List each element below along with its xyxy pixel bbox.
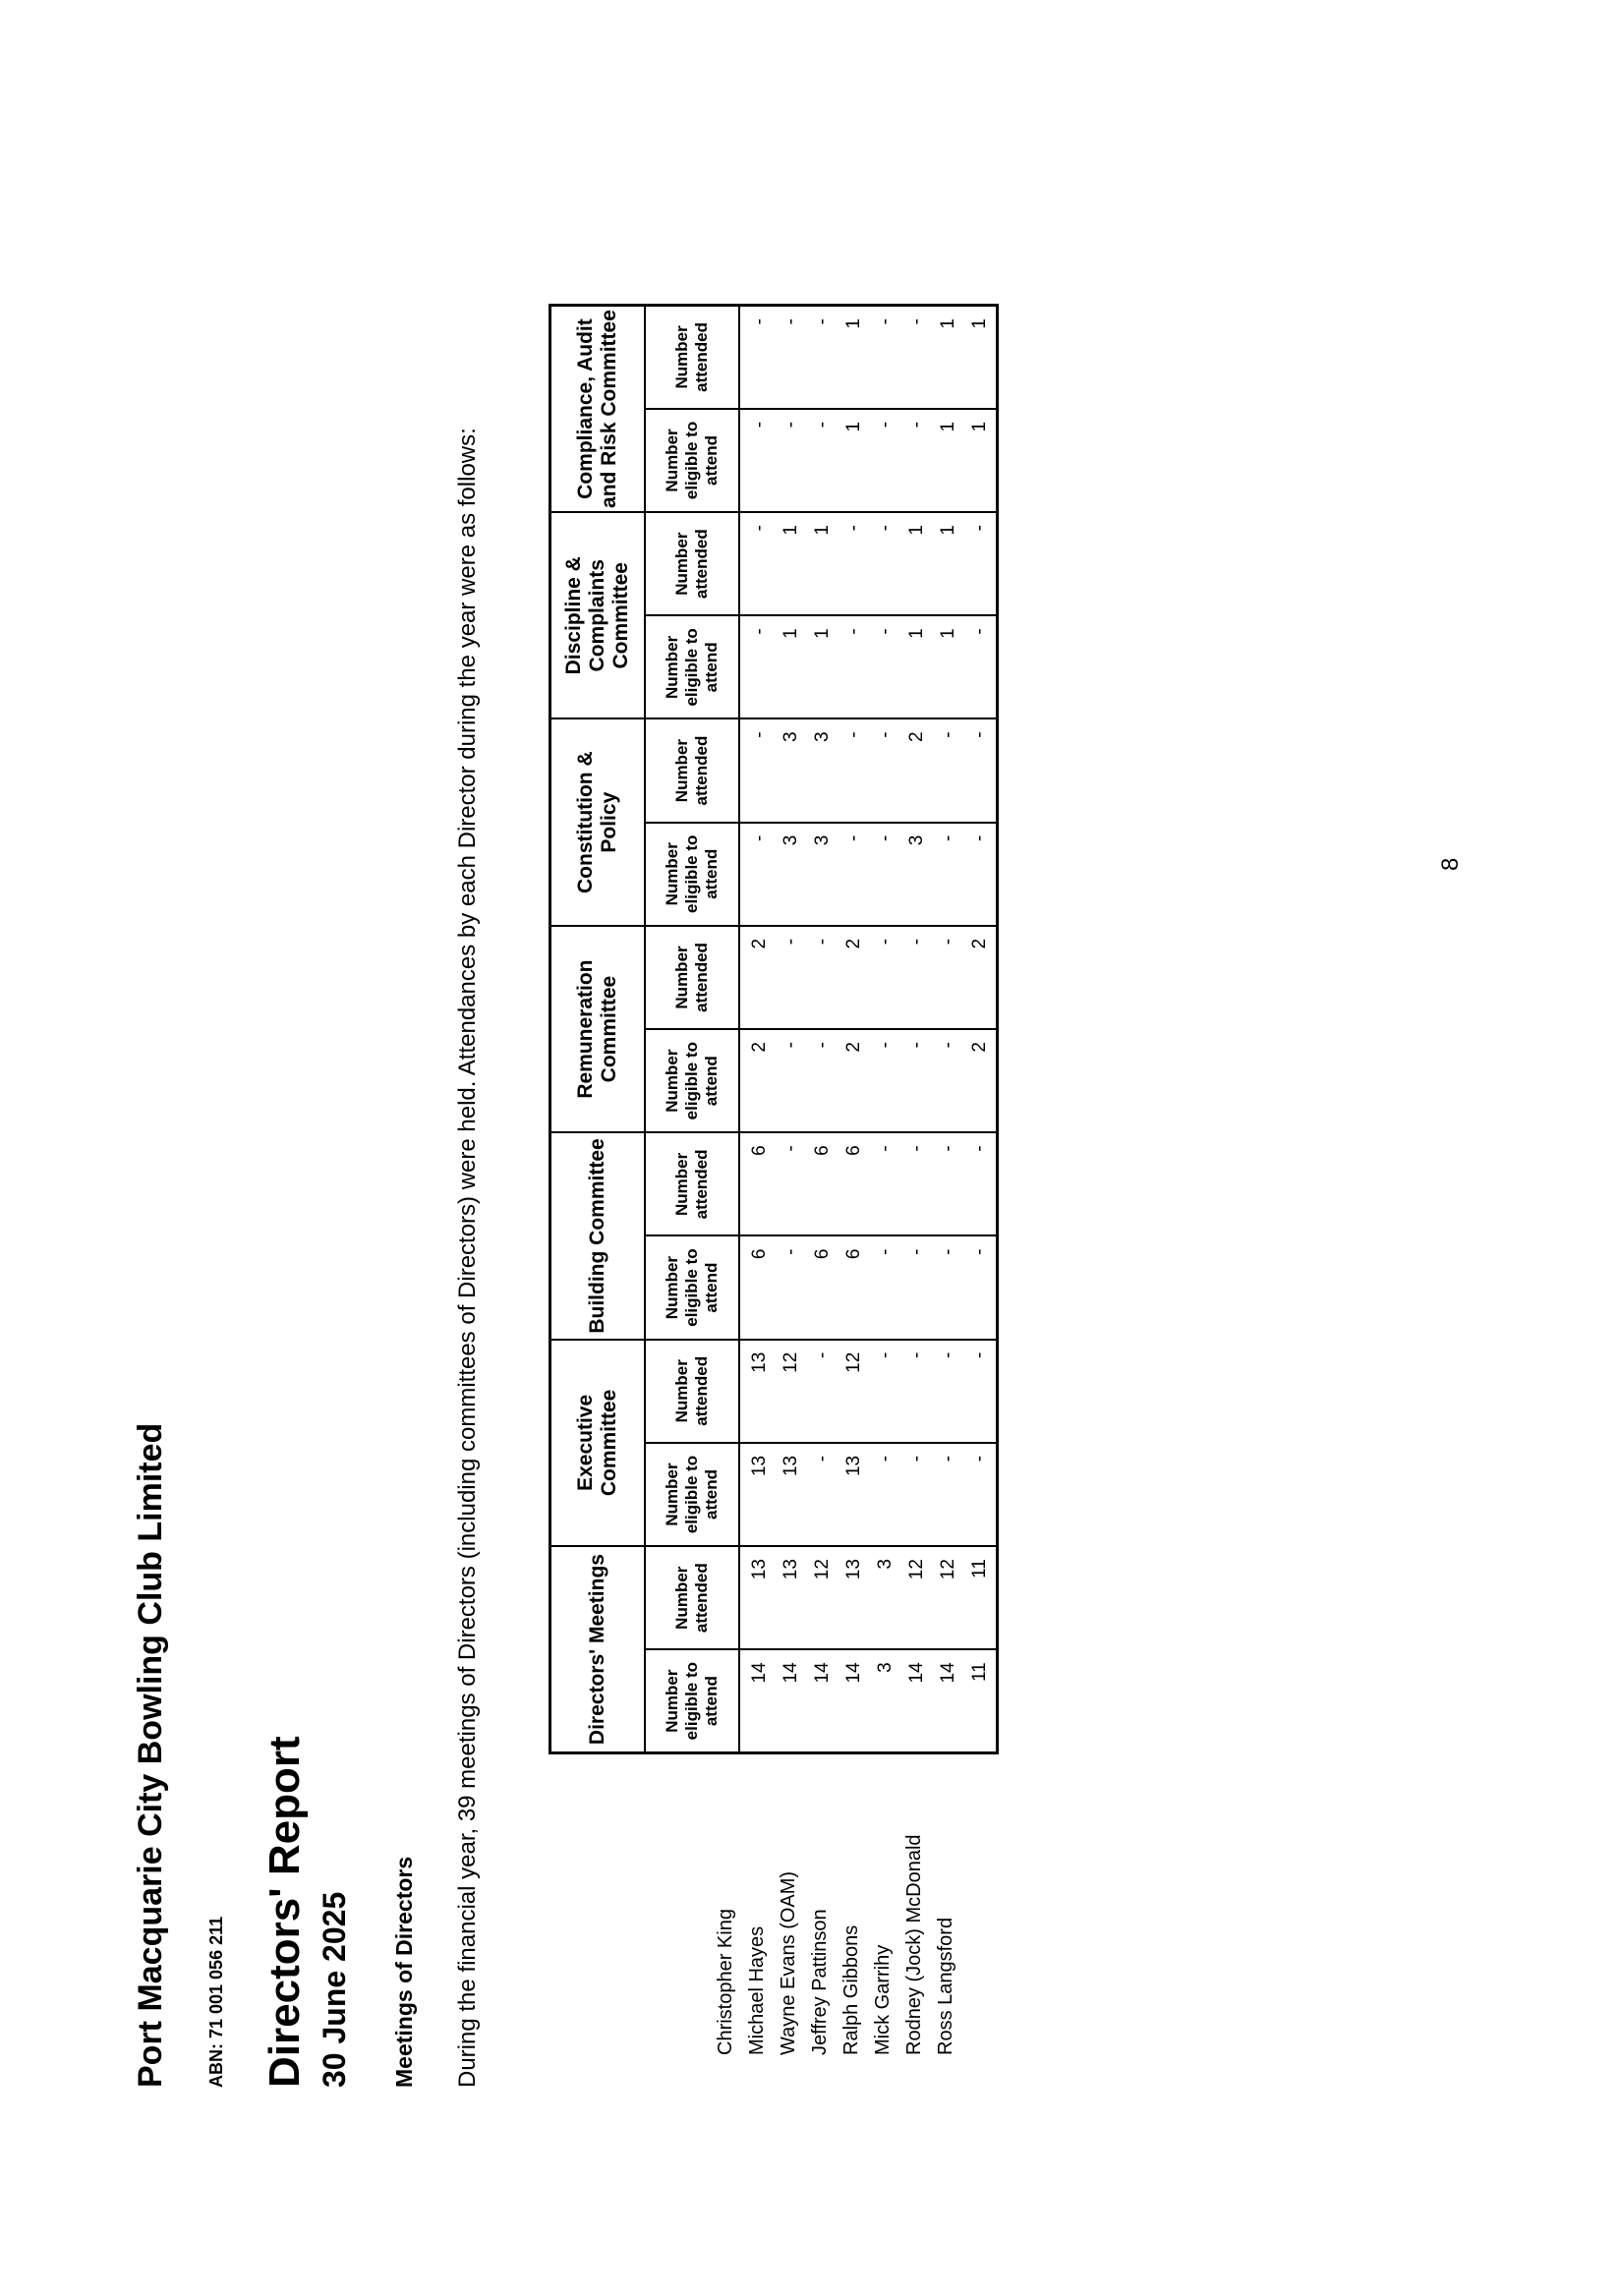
attendance-cell: 6 — [839, 1132, 870, 1235]
attendance-cell: - — [964, 1132, 998, 1235]
eligible-header: Number eligible to attend — [645, 1649, 739, 1752]
attendance-cell: 2 — [839, 926, 870, 1029]
attendance-cell: 12 — [901, 1546, 933, 1649]
attendance-cell: - — [933, 926, 964, 1029]
attendance-cell: 14 — [901, 1649, 933, 1752]
attendance-cell: - — [870, 1132, 901, 1235]
group-header: Compliance, Audit and Risk Committee — [550, 306, 646, 513]
attendance-cell: 3 — [807, 823, 839, 926]
attendance-cell: - — [807, 1340, 839, 1443]
director-name: Ralph Gibbons — [840, 1924, 862, 2055]
director-name: Ross Langsford — [935, 1917, 956, 2055]
attendance-cell: 3 — [776, 718, 807, 822]
table-row — [901, 306, 933, 1753]
attendance-cell: - — [964, 615, 998, 718]
attendance-cell: 14 — [807, 1649, 839, 1752]
section-heading: Meetings of Directors — [391, 1856, 417, 2088]
attendance-cell: - — [901, 1029, 933, 1132]
attendance-cell: - — [870, 1029, 901, 1132]
attended-header: Number attended — [645, 926, 739, 1029]
attendance-cell: 13 — [839, 1443, 870, 1546]
attendance-cell: - — [901, 409, 933, 512]
attendance-cell: 3 — [807, 718, 839, 822]
attended-header: Number attended — [645, 1132, 739, 1235]
table-row — [776, 306, 807, 1753]
attendance-cell: - — [870, 823, 901, 926]
eligible-header: Number eligible to attend — [645, 823, 739, 926]
group-header: Directors' Meetings — [550, 1546, 646, 1752]
attendance-cell: - — [870, 409, 901, 512]
attendance-cell: 2 — [739, 926, 776, 1029]
attendance-cell: - — [807, 1443, 839, 1546]
attendance-cell: 2 — [964, 1029, 998, 1132]
attendance-cell: 1 — [807, 512, 839, 615]
group-header: Building Committee — [550, 1132, 646, 1339]
attendance-cell: 1 — [933, 615, 964, 718]
attendance-cell: 13 — [739, 1340, 776, 1443]
director-name: Jeffrey Pattinson — [809, 1909, 831, 2055]
attendance-cell: 13 — [776, 1546, 807, 1649]
group-header: Constitution & Policy — [550, 718, 646, 925]
report-date: 30 June 2025 — [317, 1891, 352, 2088]
attended-header: Number attended — [645, 1546, 739, 1649]
attendance-cell: - — [870, 615, 901, 718]
abn-number: ABN: 71 001 056 211 — [206, 1916, 226, 2088]
attendance-cell: - — [776, 409, 807, 512]
group-header: Remuneration Committee — [550, 926, 646, 1132]
attendance-cell: - — [964, 1235, 998, 1339]
attendance-cell: 1 — [964, 306, 998, 409]
sub-header-row — [645, 306, 739, 1753]
attendance-cell: 13 — [776, 1443, 807, 1546]
attendance-cell: - — [933, 1132, 964, 1235]
attendance-cell: - — [739, 409, 776, 512]
director-name: Christopher King — [715, 1909, 736, 2055]
attendance-cell: - — [933, 823, 964, 926]
company-name: Port Macquarie City Bowling Club Limited — [132, 1422, 169, 2088]
attendance-cell: - — [776, 1029, 807, 1132]
attendance-cell: 1 — [933, 512, 964, 615]
attendance-cell: - — [901, 1340, 933, 1443]
attendance-cell: - — [933, 1029, 964, 1132]
attendance-cell: 2 — [964, 926, 998, 1029]
director-name: Mick Garrihy — [872, 1944, 894, 2055]
attendance-cell: - — [901, 1132, 933, 1235]
attendance-cell: - — [807, 409, 839, 512]
attendance-cell: 12 — [807, 1546, 839, 1649]
attendance-cell: - — [933, 1340, 964, 1443]
attendance-cell: - — [807, 1029, 839, 1132]
attendance-cell: 1 — [807, 615, 839, 718]
attendance-cell: 3 — [870, 1649, 901, 1752]
attendance-cell: - — [933, 1235, 964, 1339]
attendance-cell: 14 — [739, 1649, 776, 1752]
attendance-cell: - — [839, 615, 870, 718]
eligible-header: Number eligible to attend — [645, 615, 739, 718]
attendance-cell: - — [901, 1443, 933, 1546]
attendance-cell: 2 — [739, 1029, 776, 1132]
report-title: Directors' Report — [260, 1736, 309, 2088]
attendance-cell: 11 — [964, 1649, 998, 1752]
attendance-cell: - — [964, 1340, 998, 1443]
attendance-cell: - — [839, 823, 870, 926]
director-name: Rodney (Jock) McDonald — [903, 1834, 925, 2055]
attendance-table — [549, 304, 999, 1754]
table-row — [870, 306, 901, 1753]
attendance-cell: 11 — [964, 1546, 998, 1649]
attendance-cell: - — [739, 512, 776, 615]
attendance-cell: 3 — [776, 823, 807, 926]
table-row — [933, 306, 964, 1753]
attendance-cell: 1 — [933, 409, 964, 512]
attendance-cell: 14 — [933, 1649, 964, 1752]
eligible-header: Number eligible to attend — [645, 1029, 739, 1132]
attendance-cell: 14 — [776, 1649, 807, 1752]
eligible-header: Number eligible to attend — [645, 409, 739, 512]
attendance-cell: - — [964, 512, 998, 615]
attendance-cell: 6 — [839, 1235, 870, 1339]
attendance-cell: 1 — [776, 512, 807, 615]
attendance-cell: - — [870, 306, 901, 409]
table-row — [807, 306, 839, 1753]
attended-header: Number attended — [645, 306, 739, 409]
table-row — [739, 306, 776, 1753]
attendance-cell: - — [807, 306, 839, 409]
attendance-cell: - — [870, 512, 901, 615]
attendance-cell: 6 — [807, 1235, 839, 1339]
attended-header: Number attended — [645, 512, 739, 615]
attended-header: Number attended — [645, 718, 739, 822]
attendance-cell: - — [739, 615, 776, 718]
intro-paragraph: During the financial year, 39 meetings of Directors (including committees of Directors) were held. Attendances by each Director during the year were as follows: — [454, 428, 481, 2088]
attendance-cell: - — [870, 1235, 901, 1339]
attendance-cell: - — [739, 718, 776, 822]
attendance-cell: - — [870, 926, 901, 1029]
attendance-cell: 12 — [933, 1546, 964, 1649]
attendance-cell: - — [839, 512, 870, 615]
attendance-cell: 1 — [776, 615, 807, 718]
attendance-cell: 3 — [901, 823, 933, 926]
attendance-cell: - — [776, 1132, 807, 1235]
attendance-cell: - — [933, 718, 964, 822]
table-body — [739, 306, 998, 1753]
group-header-row — [550, 306, 646, 1753]
attendance-cell: 6 — [739, 1132, 776, 1235]
attendance-cell: 2 — [901, 718, 933, 822]
attendance-cell: - — [901, 926, 933, 1029]
attendance-cell: - — [807, 926, 839, 1029]
attendance-cell: 12 — [776, 1340, 807, 1443]
attendance-cell: - — [870, 718, 901, 822]
attendance-cell: 14 — [839, 1649, 870, 1752]
group-header: Discipline & Complaints Committee — [550, 512, 646, 718]
eligible-header: Number eligible to attend — [645, 1235, 739, 1339]
attendance-cell: 2 — [839, 1029, 870, 1132]
attendance-cell: 13 — [839, 1546, 870, 1649]
table-row — [964, 306, 998, 1753]
attendance-cell: 1 — [839, 306, 870, 409]
attendance-cell: - — [964, 718, 998, 822]
attendance-cell: 12 — [839, 1340, 870, 1443]
attendance-cell: - — [964, 823, 998, 926]
attendance-cell: 1 — [964, 409, 998, 512]
attendance-cell: - — [776, 926, 807, 1029]
attendance-cell: - — [964, 1443, 998, 1546]
attended-header: Number attended — [645, 1340, 739, 1443]
attendance-cell: 3 — [870, 1546, 901, 1649]
group-header: Executive Committee — [550, 1340, 646, 1546]
eligible-header: Number eligible to attend — [645, 1443, 739, 1546]
attendance-cell: - — [776, 1235, 807, 1339]
attendance-cell: 6 — [739, 1235, 776, 1339]
attendance-cell: - — [839, 718, 870, 822]
attendance-cell: 1 — [839, 409, 870, 512]
attendance-cell: - — [933, 1443, 964, 1546]
attendance-cell: - — [870, 1340, 901, 1443]
attendance-cell: 13 — [739, 1546, 776, 1649]
attendance-cell: 1 — [901, 615, 933, 718]
table-row — [839, 306, 870, 1753]
attendance-cell: 1 — [933, 306, 964, 409]
attendance-cell: 13 — [739, 1443, 776, 1546]
attendance-cell: - — [739, 306, 776, 409]
director-name: Michael Hayes — [746, 1925, 768, 2055]
attendance-cell: 6 — [807, 1132, 839, 1235]
page-number: 8 — [1437, 857, 1464, 871]
attendance-cell: - — [776, 306, 807, 409]
attendance-cell: - — [901, 306, 933, 409]
attendance-cell: 1 — [901, 512, 933, 615]
attendance-cell: - — [901, 1235, 933, 1339]
director-name: Wayne Evans (OAM) — [778, 1870, 799, 2055]
attendance-cell: - — [739, 823, 776, 926]
attendance-cell: - — [870, 1443, 901, 1546]
